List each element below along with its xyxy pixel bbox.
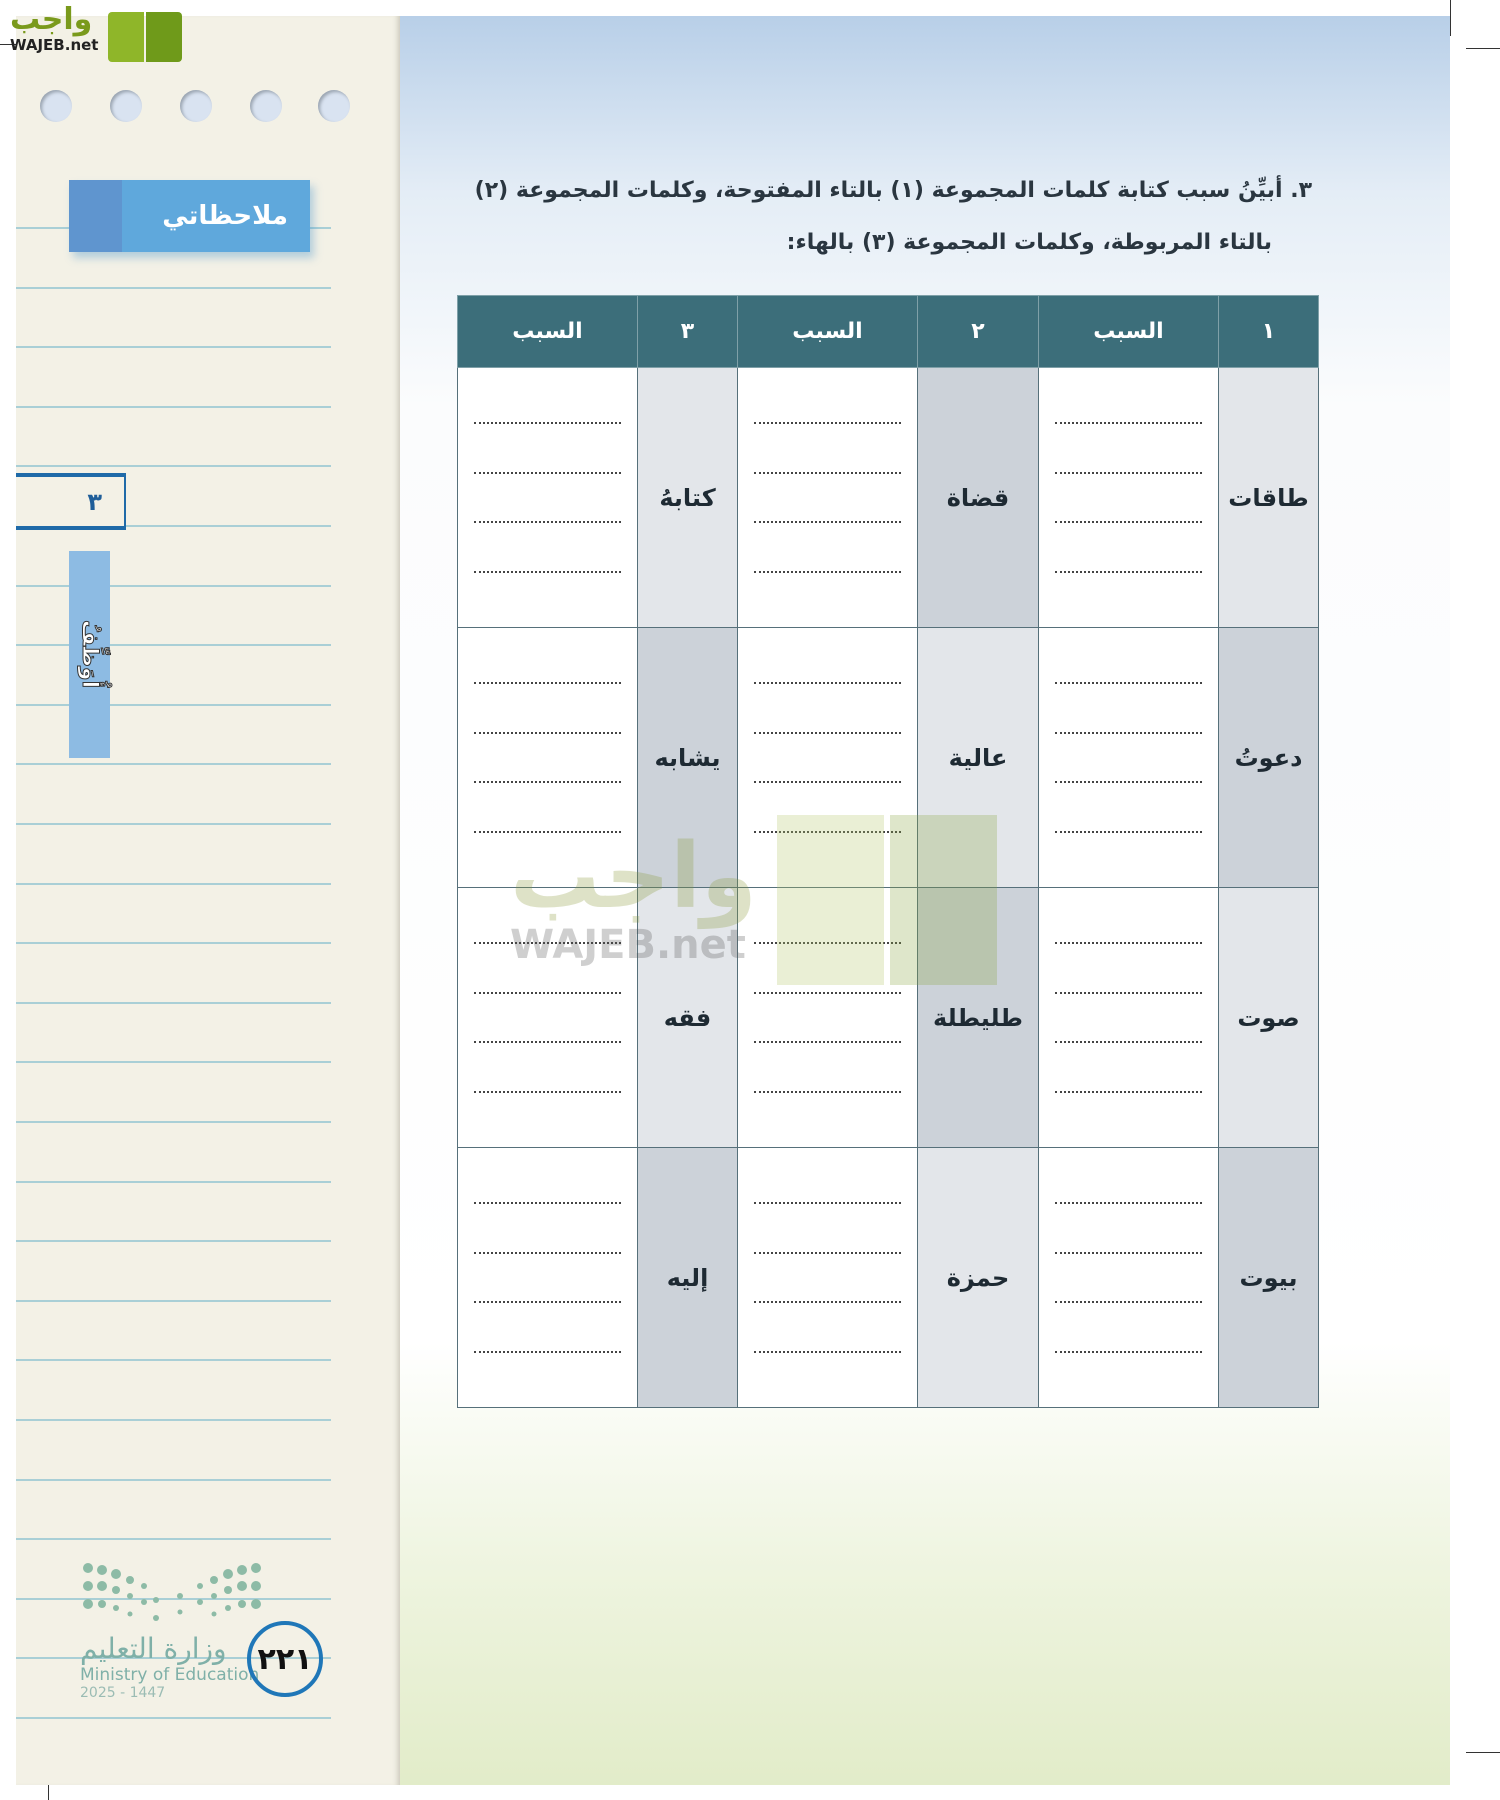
notebook-line [16, 1121, 331, 1123]
reason-answer-cell[interactable] [458, 1148, 638, 1408]
word-cell: عالية [918, 628, 1039, 888]
word-cell: يشابه [638, 628, 738, 888]
dotted-answer-lines[interactable] [458, 1148, 637, 1407]
watermark-text-ar: واجب [510, 824, 757, 929]
notebook-line [16, 823, 331, 825]
ministry-name-ar: وزارة التعليم [80, 1632, 227, 1665]
dotted-answer-lines[interactable] [738, 368, 917, 627]
ministry-year: 2025 - 1447 [80, 1685, 166, 1701]
notes-label: ملاحظاتي [69, 180, 310, 252]
reason-answer-cell[interactable] [1039, 1148, 1219, 1408]
page-number [247, 1621, 323, 1697]
notebook-line [16, 287, 331, 289]
crop-mark [1450, 0, 1451, 36]
dotted-answer-lines[interactable] [1039, 888, 1218, 1147]
notebook-line [16, 1419, 331, 1421]
page-number-text: ٢٢١ [257, 1641, 313, 1677]
notebook-line [16, 585, 331, 587]
crop-mark [1466, 48, 1500, 49]
answer-table [457, 295, 1319, 1408]
notebook-line [16, 1240, 331, 1242]
word-cell: قضاة [918, 368, 1039, 628]
notebook-line [16, 1061, 331, 1063]
binder-hole [110, 90, 142, 122]
wajeb-logo [10, 4, 186, 64]
watermark-text-en: WAJEB.net [510, 922, 746, 968]
ministry-dots-icon [80, 1560, 270, 1622]
table-row [458, 368, 1319, 628]
notebook-line [16, 942, 331, 944]
notebook-line [16, 1717, 331, 1719]
reason-answer-cell[interactable] [738, 368, 918, 628]
notes-sidebar [16, 16, 400, 1785]
reason-answer-cell[interactable] [1039, 628, 1219, 888]
notebook-line [16, 1359, 331, 1361]
dotted-answer-lines[interactable] [458, 628, 637, 887]
dotted-answer-lines[interactable] [458, 368, 637, 627]
question-line-1: ٣. أبيِّنُ سبب كتابة كلمات المجموعة (١) بالتاء المفتوحة، وكلمات المجموعة (٢) [474, 178, 1312, 203]
notebook-line [16, 763, 331, 765]
word-cell: صوت [1219, 888, 1319, 1148]
binder-hole [250, 90, 282, 122]
dotted-answer-lines[interactable] [738, 628, 917, 887]
book-icon [106, 4, 186, 64]
ministry-name-en: Ministry of Education [80, 1665, 260, 1685]
table-row [458, 888, 1319, 1148]
notebook-line [16, 465, 331, 467]
reason-answer-cell[interactable] [458, 628, 638, 888]
section-tab [69, 551, 110, 758]
dotted-answer-lines[interactable] [738, 888, 917, 1147]
dotted-answer-lines[interactable] [738, 1148, 917, 1407]
table-row [458, 628, 1319, 888]
word-cell: فقه [638, 888, 738, 1148]
word-cell: كتابهُ [638, 368, 738, 628]
dotted-answer-lines[interactable] [458, 888, 637, 1147]
word-cell: بيوت [1219, 1148, 1319, 1408]
reason-answer-cell[interactable] [1039, 888, 1219, 1148]
word-cell: حمزة [918, 1148, 1039, 1408]
word-cell: دعوتُ [1219, 628, 1319, 888]
unit-number: ٣ [87, 487, 102, 516]
header-group-1: ١ [1219, 296, 1319, 368]
notebook-line [16, 1479, 331, 1481]
header-group-3: ٣ [638, 296, 738, 368]
reason-answer-cell[interactable] [458, 888, 638, 1148]
word-cell: طاقات [1219, 368, 1319, 628]
binder-hole [40, 90, 72, 122]
notebook-line [16, 644, 331, 646]
binder-hole [318, 90, 350, 122]
header-reason: السبب [1039, 296, 1219, 368]
notebook-line [16, 1300, 331, 1302]
header-reason: السبب [458, 296, 638, 368]
notebook-line [16, 1181, 331, 1183]
notebook-line [16, 704, 331, 706]
binder-hole [180, 90, 212, 122]
reason-answer-cell[interactable] [458, 368, 638, 628]
logo-text-ar: واجب [10, 2, 93, 37]
logo-text-en: WAJEB.net [10, 36, 99, 54]
dotted-answer-lines[interactable] [1039, 368, 1218, 627]
section-tab-label: أُوَظِّفُ [77, 620, 102, 689]
notebook-line [16, 346, 331, 348]
notebook-line [16, 406, 331, 408]
dotted-answer-lines[interactable] [1039, 628, 1218, 887]
unit-number-box [16, 473, 126, 530]
word-cell: طليطلة [918, 888, 1039, 1148]
question-line-2: بالتاء المربوطة، وكلمات المجموعة (٣) بالهاء: [786, 230, 1272, 255]
word-cell: إليه [638, 1148, 738, 1408]
table-row [458, 1148, 1319, 1408]
reason-answer-cell[interactable] [738, 628, 918, 888]
ministry-logo [80, 1560, 270, 1701]
reason-answer-cell[interactable] [738, 888, 918, 1148]
header-group-2: ٢ [918, 296, 1039, 368]
header-reason: السبب [738, 296, 918, 368]
notebook-line [16, 1002, 331, 1004]
reason-answer-cell[interactable] [1039, 368, 1219, 628]
dotted-answer-lines[interactable] [1039, 1148, 1218, 1407]
notebook-line [16, 1538, 331, 1540]
reason-answer-cell[interactable] [738, 1148, 918, 1408]
notebook-line [16, 883, 331, 885]
crop-mark [1466, 1752, 1500, 1753]
